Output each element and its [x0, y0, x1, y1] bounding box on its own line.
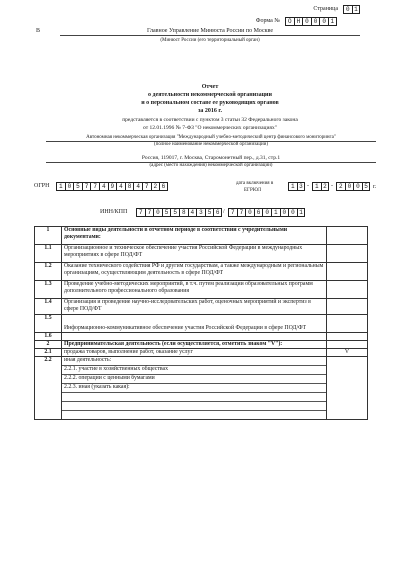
blank-line [62, 402, 326, 411]
table-row [35, 281, 368, 299]
page-cell: 1 [352, 5, 361, 14]
form-cell: 0 [311, 17, 320, 26]
report-title-line3: и о персональном составе ее руководящих органов [141, 100, 279, 106]
table-row [35, 341, 368, 349]
table-row [35, 315, 368, 333]
kpp-cell: 0 [288, 208, 297, 217]
row-text: иная деятельность: [62, 357, 326, 366]
ogrn-cell: 2 [151, 182, 160, 191]
page-number-cells [343, 5, 360, 14]
row-text: Оказание технического содействия РФ и другим государствам, а также международным и региональным организациям, осуществляющим деятельность в сфере ПОД/ФТ [62, 263, 327, 281]
page-label: Страница [313, 6, 338, 12]
kpp-cell: 7 [228, 208, 237, 217]
report-title-line2: о деятельности некоммерческой организации [148, 92, 272, 98]
row-mark [327, 357, 368, 420]
egrul-year-cells [336, 182, 370, 191]
inn-cell: 5 [170, 208, 179, 217]
row-text-container [62, 357, 327, 420]
inn-cell: 0 [153, 208, 162, 217]
row-number: 1.5 [35, 315, 62, 333]
row-number: 1.3 [35, 281, 62, 299]
kpp-cell: 6 [254, 208, 263, 217]
ogrn-cell: 7 [142, 182, 151, 191]
row-text: Предпринимательская деятельность (если осуществляется, отметить знаком "V"): [62, 341, 327, 349]
year-suffix: г. [373, 184, 377, 190]
row-mark: V [327, 349, 368, 357]
address-caption: (адрес (место нахождения) некоммерческой организации) [149, 163, 273, 168]
org-full-name: Автономная некоммерческая организация "Международный учебно-методический центр финансового мониторинга" [46, 135, 376, 142]
inn-cell: 6 [213, 208, 222, 217]
egrul-day-cells [288, 182, 305, 191]
row-text: продажа товаров, выполнение работ, оказание услуг [62, 349, 327, 357]
row-text: Организационное и техническое обеспечение участия Российской Федерации в международных мероприятиях в сфере ПОД/ФТ [62, 245, 327, 263]
ogrn-cell: 7 [90, 182, 99, 191]
inn-cell: 7 [145, 208, 154, 217]
row-mark [327, 333, 368, 341]
form-cell: 0 [319, 17, 328, 26]
date-cell: 0 [345, 182, 354, 191]
form-cell: Н [294, 17, 303, 26]
blank-line [62, 411, 326, 419]
subitem: 2.2.3. иная (указать какая): [62, 384, 326, 393]
inn-cell: 5 [162, 208, 171, 217]
row-text: Информационно-коммуникативное обеспечение участия Российской Федерации в сфере ПОД/ФТ [62, 315, 327, 333]
inn-cell: 5 [205, 208, 214, 217]
activities-table [34, 226, 368, 420]
report-title: Отчет [201, 84, 219, 90]
row-mark [327, 341, 368, 349]
ogrn-cell: 5 [73, 182, 82, 191]
table-row [35, 349, 368, 357]
kpp-cell: 1 [271, 208, 280, 217]
row-mark [327, 299, 368, 315]
kpp-cell: 0 [262, 208, 271, 217]
report-year: за 2016 г. [198, 108, 222, 114]
row-number: 1.6 [35, 333, 62, 341]
kpp-cell: 0 [245, 208, 254, 217]
ogrn-cell: 7 [82, 182, 91, 191]
inn-cell: 3 [196, 208, 205, 217]
ogrn-label: ОГРН [34, 183, 50, 189]
inn-cell: 4 [188, 208, 197, 217]
ogrn-cell: 9 [108, 182, 117, 191]
row-text: Основные виды деятельности в отчетном периоде в соответствии с учредительными документами: [62, 227, 327, 245]
form-cell: 0 [302, 17, 311, 26]
egrul-label-line2: ЕГРЮЛ [244, 188, 262, 193]
row-number: 2.1 [35, 349, 62, 357]
row-number: 2.2 [35, 357, 62, 420]
kpp-cell: 1 [297, 208, 306, 217]
date-cell: 5 [362, 182, 371, 191]
kpp-cells [228, 208, 305, 217]
ogrn-cell: 0 [65, 182, 74, 191]
ogrn-cells [56, 182, 168, 191]
form-cell: 1 [328, 17, 337, 26]
ogrn-cell: 4 [99, 182, 108, 191]
table-row [35, 263, 368, 281]
recipient-caption: (Минюст России (его территориальный орган) [160, 38, 260, 43]
recipient-prefix: В [36, 28, 41, 34]
legal-basis-line2: от 12.01.1996 № 7-ФЗ "О некоммерческих организациях" [143, 125, 277, 131]
table-row [35, 227, 368, 245]
row-mark [327, 245, 368, 263]
row-text: Проведение учебно-методических мероприятий, в т.ч. путем реализации образовательных программ дополнительного профессионального образования [62, 281, 327, 299]
egrul-month-cells [312, 182, 329, 191]
row-number: 1.1 [35, 245, 62, 263]
row-number: 1.4 [35, 299, 62, 315]
form-label: Форма № [255, 18, 280, 24]
row-number: 1.2 [35, 263, 62, 281]
table-row [35, 357, 368, 420]
date-cell: 2 [336, 182, 345, 191]
form-number-cells [285, 17, 337, 26]
ogrn-cell: 8 [125, 182, 134, 191]
form-cell: О [285, 17, 294, 26]
ogrn-cell: 1 [56, 182, 65, 191]
row-mark [327, 227, 368, 245]
row-text [62, 333, 327, 341]
legal-basis-line1: представляется в соответствии с пунктом 3 статьи 32 Федерального закона [122, 117, 298, 123]
date-cell: 3 [297, 182, 306, 191]
ogrn-cell: 4 [116, 182, 125, 191]
date-cell: 1 [288, 182, 297, 191]
subitem: 2.2.2. операции с ценными бумагами [62, 375, 326, 384]
table-row [35, 245, 368, 263]
date-cell: 1 [312, 182, 321, 191]
date-cell: 0 [353, 182, 362, 191]
blank-line [62, 393, 326, 402]
kpp-cell: 0 [280, 208, 289, 217]
inn-cell: 8 [179, 208, 188, 217]
date-cell: 2 [321, 182, 330, 191]
org-address: Россия, 119017, г. Москва, Старомонетный пер., д.31, стр.1 [46, 155, 376, 163]
org-name-caption: (полное наименование некоммерческой организации) [153, 142, 269, 147]
row-mark [327, 315, 368, 333]
kpp-cell: 7 [237, 208, 246, 217]
inn-cell: 7 [136, 208, 145, 217]
row-mark [327, 281, 368, 299]
subitem: 2.2.1. участие в хозяйственных обществах [62, 366, 326, 375]
page-cell: 0 [343, 5, 352, 14]
inn-cells [136, 208, 222, 217]
row-text: Организация и проведение научно-исследовательских работ, оценочных мероприятий и экспертиз в сфере ПОД/ФТ [62, 299, 327, 315]
ogrn-cell: 4 [133, 182, 142, 191]
row-mark [327, 263, 368, 281]
row-number: 2 [35, 341, 62, 349]
ogrn-cell: 6 [159, 182, 168, 191]
table-row [35, 299, 368, 315]
innkpp-label: ИНН/КПП [100, 209, 128, 215]
egrul-label-line1: дата включения в [236, 181, 274, 186]
table-row [35, 333, 368, 341]
row-number: 1 [35, 227, 62, 245]
recipient-name: Главное Управление Минюста России по Москве [60, 28, 360, 36]
